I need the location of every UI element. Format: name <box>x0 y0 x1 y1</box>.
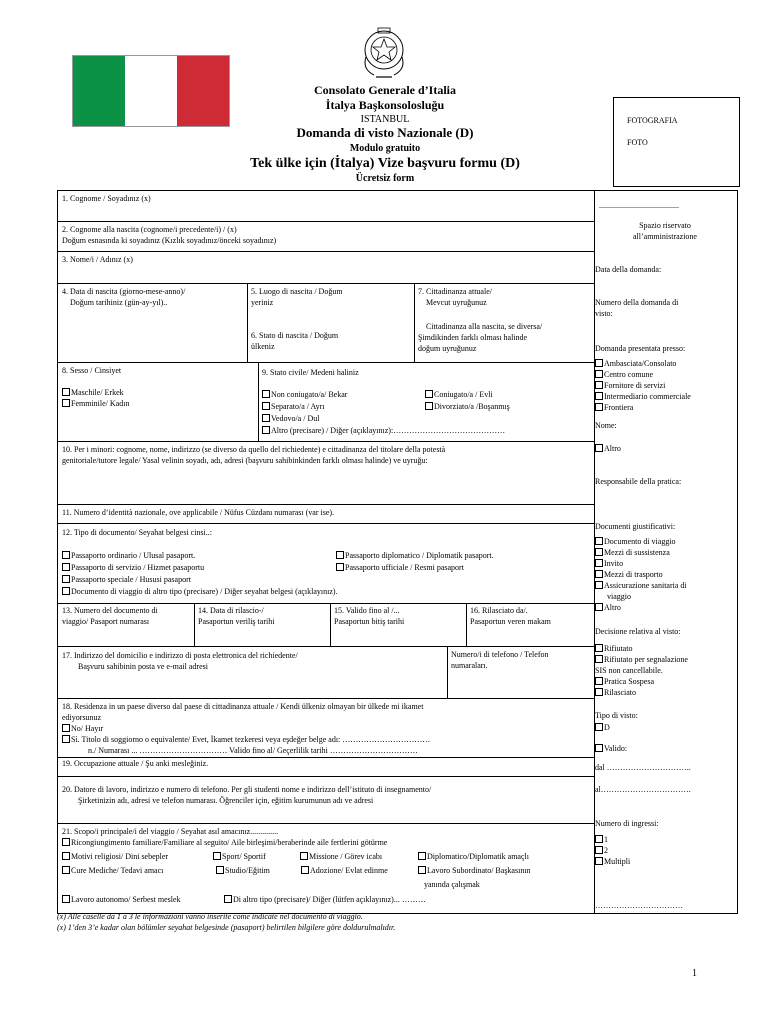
application-number-label-2: visto: <box>595 309 613 318</box>
marital-separated-option[interactable]: Separato/a / Ayrı <box>262 402 324 412</box>
field-7-birth-nationality[interactable]: Cittadinanza alla nascita, se diversa/ <box>426 322 543 331</box>
italian-emblem-icon <box>358 25 410 81</box>
application-form <box>57 190 595 914</box>
doc-service-passport-option[interactable]: Passaporto di servizio / Hizmet pasaportu <box>62 563 204 573</box>
italian-flag <box>72 55 230 127</box>
doc-means-option[interactable]: Mezzi di sussistenza <box>595 548 670 558</box>
field-6-birth-country-tr: ülkeniz <box>251 342 275 351</box>
field-8-sex: 8. Sesso / Cinsiyet <box>62 366 122 375</box>
entries-1-option[interactable]: 1 <box>595 835 608 845</box>
submitted-at-label: Domanda presentata presso: <box>595 344 686 353</box>
field-7-nationality-tr: Mevcut uyruğunuz <box>426 298 487 307</box>
field-15-valid-until[interactable]: 15. Valido fino al /... <box>334 606 400 615</box>
entries-multiple-option[interactable]: Multipli <box>595 857 630 867</box>
residence-permit-number[interactable]: n./ Numarası ... …………………………… Valido fino al/ Geçerlilik tarihi …………………………… <box>88 746 418 755</box>
field-7-birth-nationality-tr2: doğum uyruğunuz <box>418 344 477 353</box>
consulate-title-tr: İtalya Başkonsolosluğu <box>325 98 445 112</box>
doc-invitation-option[interactable]: Invito <box>595 559 623 569</box>
field-5-birth-place-tr: yeriniz <box>251 298 274 307</box>
submitted-intermediary-option[interactable]: Intermediario commerciale <box>595 392 691 402</box>
field-20-employer[interactable]: 20. Datore di lavoro, indirizzo e numero di telefono. Per gli studenti nome e indirizzo dell’istituto di insegnamento/ <box>62 785 432 794</box>
decision-refused-sis-option[interactable]: Rifiutato per segnalazione <box>595 655 688 665</box>
form-subtitle-it: Modulo gratuito <box>349 143 421 154</box>
doc-insurance-label-2: viaggio <box>607 592 631 601</box>
form-subtitle-tr: Ücretsiz form <box>355 173 415 184</box>
male-checkbox[interactable] <box>62 388 70 396</box>
photo-label-tr: FOTO <box>627 138 648 147</box>
marital-married-option[interactable]: Coniugato/a / Evli <box>425 390 493 400</box>
field-4-birth-date-tr: Doğum tarihiniz (gün-ay-yıl).. <box>70 298 168 307</box>
purpose-study-option[interactable]: Studio/Eğitim <box>216 866 270 876</box>
field-16-issued-by[interactable]: 16. Rilasciato da/. <box>470 606 528 615</box>
field-18-residence-tr: ediyorsunuz <box>62 713 102 722</box>
field-1-surname[interactable]: 1. Cognome / Soyadınız (x) <box>62 194 151 203</box>
purpose-diplomatic-option[interactable]: Diplomatico/Diplomatik amaçlı <box>418 852 529 862</box>
doc-official-passport-option[interactable]: Passaporto ufficiale / Resmi pasaport <box>336 563 464 573</box>
page-number: 1 <box>692 968 697 979</box>
form-title-it: Domanda di visto Nazionale (D) <box>296 125 474 140</box>
visa-type-d-option[interactable]: D <box>595 723 610 733</box>
field-12-document-type: 12. Tipo di documento/ Seyahat belgesi cinsi..: <box>62 528 212 537</box>
entries-label: Numero di ingressi: <box>595 819 659 828</box>
decision-issued-option[interactable]: Rilasciato <box>595 688 636 698</box>
field-17-phone[interactable]: Numero/i di telefono / Telefon <box>451 650 549 659</box>
purpose-self-employed-option[interactable]: Lavoro autonomo/ Serbest meslek <box>62 895 181 905</box>
field-9-marital-status: 9. Stato civile/ Medeni haliniz <box>262 368 359 377</box>
purpose-employment-tr: yanında çalışmak <box>424 880 480 889</box>
field-20-employer-tr: Şirketinizin adı, adresi ve telefon numarası. Öğrenciler için, eğitim kurumunun adı ve adresi <box>78 796 374 805</box>
reserved-label-1: Spazio riservato <box>639 221 691 230</box>
footnote-tr: (x) 1’den 3’e kadar olan bölümler seyahat belgesinde (pasaport) belirtilen bilgilere göre doldurulmalıdır. <box>57 923 396 932</box>
application-date-label: Data della domanda: <box>595 265 662 274</box>
field-16-issued-by-tr: Pasaportun veren makam <box>470 617 551 626</box>
field-18-residence: 18. Residenza in un paese diverso dal paese di cittadinanza attuale / Kendi ülkeniz olmayan bir ülkede mi ikamet <box>62 702 424 711</box>
residence-no-option[interactable]: No/ Hayır <box>62 724 103 734</box>
purpose-medical-option[interactable]: Cure Mediche/ Tedavi amacı <box>62 866 163 876</box>
field-13-doc-number-tr: viaggio/ Pasaport numarası <box>62 617 150 626</box>
decision-sis-label: SIS non cancellabile. <box>595 666 663 675</box>
sex-female-option[interactable]: Femminile/ Kadın <box>62 399 129 409</box>
field-17-phone-tr: numaraları. <box>451 661 488 670</box>
field-7-birth-nationality-tr1: Şimdikinden farklı olması halinde <box>418 333 528 342</box>
field-4-birth-date[interactable]: 4. Data di nascita (giorno-mese-anno)/ <box>62 287 186 296</box>
doc-diplomatic-passport-option[interactable]: Passaporto diplomatico / Diplomatik pasaport. <box>336 551 494 561</box>
valid-option[interactable]: Valido: <box>595 744 627 754</box>
marital-divorced-option[interactable]: Divorziato/a /Boşanmış <box>425 402 510 412</box>
field-21-purpose: 21. Scopo/i principale/i del viaggio / Seyahat asıl amacınız.............. <box>62 827 279 836</box>
field-6-birth-country[interactable]: 6. Stato di nascita / Doğum <box>251 331 339 340</box>
submitted-embassy-option[interactable]: Ambasciata/Consolato <box>595 359 676 369</box>
purpose-sport-option[interactable]: Sport/ Sportif <box>213 852 266 862</box>
submitted-other-option[interactable]: Altro <box>595 444 621 454</box>
consulate-city: ISTANBUL <box>360 114 410 125</box>
field-5-birth-place[interactable]: 5. Luogo di nascita / Doğum <box>251 287 343 296</box>
reserved-label-2: all’amministrazione <box>633 232 697 241</box>
doc-other-side-option[interactable]: Altro <box>595 603 621 613</box>
doc-ordinary-passport-option[interactable]: Passaporto ordinario / Ulusal pasaport. <box>62 551 195 561</box>
submitted-common-centre-option[interactable]: Centro comune <box>595 370 653 380</box>
purpose-other-option[interactable]: Di altro tipo (precisare)/ Diğer (lütfen açıklayınız)... ……… <box>224 895 426 905</box>
name-label: Nome: <box>595 421 617 430</box>
field-19-occupation[interactable]: 19. Occupazione attuale / Şu anki mesleğiniz. <box>62 759 209 768</box>
marital-other-option[interactable]: Altro (precisare) / Diğer (açıklayınız):…………………………………… <box>262 426 505 436</box>
marital-single-option[interactable]: Non coniugato/a/ Bekar <box>262 390 347 400</box>
photo-box[interactable] <box>613 97 740 187</box>
field-15-valid-until-tr: Pasaportun bitiş tarihi <box>334 617 405 626</box>
submitted-service-provider-option[interactable]: Fornitore di servizi <box>595 381 665 391</box>
side-dots-bottom: …………………………… <box>595 901 683 910</box>
entries-2-option[interactable]: 2 <box>595 846 608 856</box>
purpose-religious-option[interactable]: Motivi religiosi/ Dini sebepler <box>62 852 168 862</box>
marital-widowed-option[interactable]: Vedovo/a / Dul <box>262 414 319 424</box>
decision-label: Decisione relativa al visto: <box>595 627 681 636</box>
photo-label-it: FOTOGRAFIA <box>627 116 678 125</box>
sex-male-option[interactable]: Maschile/ Erkek <box>62 388 124 398</box>
female-checkbox[interactable] <box>62 399 70 407</box>
field-17-address[interactable]: 17. Indirizzo del domicilio e indirizzo di posta elettronica del richiedente/ <box>62 651 298 660</box>
side-dots-top: ........................................ <box>599 201 679 210</box>
application-number-label: Numero della domanda di <box>595 298 679 307</box>
doc-insurance-option[interactable]: Assicurazione sanitaria di <box>595 581 687 591</box>
field-11-national-id[interactable]: 11. Numero d’identità nazionale, ove applicabile / Nüfus Cüzdanı numarası (var ise). <box>62 508 335 517</box>
decision-refused-option[interactable]: Rifiutato <box>595 644 632 654</box>
field-10-minors[interactable]: 10. Per i minori: cognome, nome, indirizzo (se diverso da quello del richiedente) e cittadinanza del titolare della potestà <box>62 445 446 454</box>
doc-transport-option[interactable]: Mezzi di trasporto <box>595 570 663 580</box>
residence-yes-option[interactable]: Sì. Titolo di soggiorno o equivalente/ Evet, İkamet tezkeresi veya eşdeğer belge adı: …………………………… <box>62 735 430 745</box>
field-2-birth-surname-tr: Doğum esnasında ki soyadınız (Kızlık soyadınız/önceki soyadınız) <box>62 236 277 245</box>
doc-special-passport-option[interactable]: Passaporto speciale / Hususi pasaport <box>62 575 191 585</box>
purpose-mission-option[interactable]: Missione / Görev icabı <box>300 852 382 862</box>
field-3-name[interactable]: 3. Nome/i / Adınız (x) <box>62 255 133 264</box>
doc-travel-option[interactable]: Documento di viaggio <box>595 537 676 547</box>
field-10-minors-tr: genitoriale/tutore legale/ Yasal velinin soyadı, adı, adresi (başvuru sahibinkinden farklı olması halinde) ve uyruğu: <box>62 456 428 465</box>
flag-white-stripe <box>125 56 177 126</box>
visa-type-label: Tipo di visto: <box>595 711 638 720</box>
officer-label: Responsabile della pratica: <box>595 477 682 486</box>
decision-suspended-option[interactable]: Pratica Sospesa <box>595 677 654 687</box>
field-7-nationality[interactable]: 7. Cittadinanza attuale/ <box>418 287 492 296</box>
field-14-issue-date-tr: Pasaportun veriliş tarihi <box>198 617 275 626</box>
field-17-address-tr: Başvuru sahibinin posta ve e-mail adresi <box>78 662 208 671</box>
form-title-tr: Tek ülke için (İtalya) Vize başvuru formu (D) <box>250 156 520 171</box>
doc-other-option[interactable]: Documento di viaggio di altro tipo (precisare) / Diğer seyahat belgesi (açıklayınız). <box>62 587 338 597</box>
consulate-title-it: Consolato Generale d’Italia <box>314 83 456 97</box>
field-2-birth-surname[interactable]: 2. Cognome alla nascita (cognome/i precedente/i) / (x) <box>62 225 237 234</box>
footnote-it: (x) Alle caselle da 1 a 3 le informazioni vanno inserite come indicate nel documento di viaggio. <box>57 912 363 921</box>
purpose-family-option[interactable]: Ricongiungimento familiare/Familiare al seguito/ Aile birleşimi/beraberinde aile fertlerini götürme <box>62 838 387 848</box>
flag-green-stripe <box>73 56 125 126</box>
flag-red-stripe <box>177 56 229 126</box>
administration-panel <box>593 190 738 914</box>
purpose-adoption-option[interactable]: Adozione/ Evlat edinme <box>301 866 388 876</box>
valid-to-field[interactable]: al……………………………. <box>595 785 691 794</box>
field-13-doc-number[interactable]: 13. Numero del documento di <box>62 606 158 615</box>
valid-from-field[interactable]: dal ………………………….. <box>595 763 691 772</box>
supporting-documents-label: Documenti giustificativi: <box>595 522 676 531</box>
field-14-issue-date[interactable]: 14. Data di rilascio-/ <box>198 606 264 615</box>
submitted-border-option[interactable]: Frontiera <box>595 403 633 413</box>
purpose-employment-option[interactable]: Lavoro Subordinato/ Başkasının <box>418 866 531 876</box>
